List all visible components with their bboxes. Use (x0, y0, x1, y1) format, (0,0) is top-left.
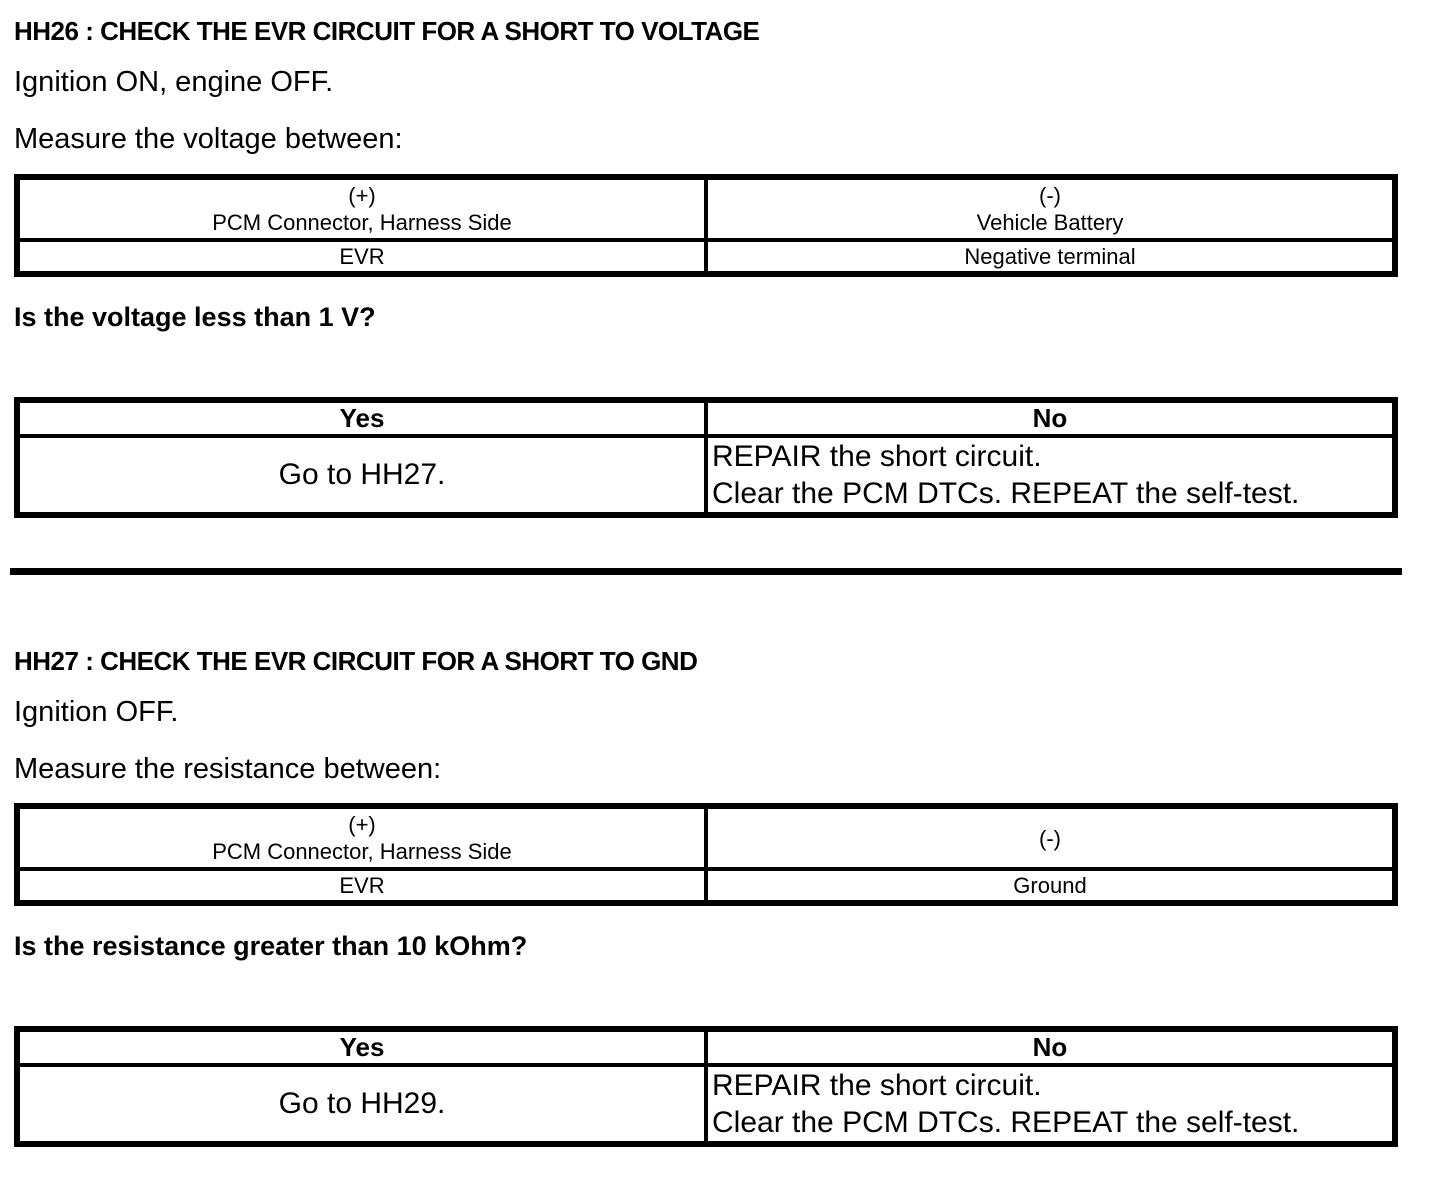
section-title: HH26 : CHECK THE EVR CIRCUIT FOR A SHORT TO VOLTAGE (14, 16, 760, 46)
measurement-value-row (17, 869, 1395, 903)
negative-polarity-label: (-) (1039, 825, 1061, 851)
negative-point-cell: Negative terminal (706, 240, 1395, 274)
test-question: Is the resistance greater than 10 kOhm? (14, 931, 528, 961)
positive-lead-header-cell (17, 177, 706, 240)
positive-lead-header-cell (17, 806, 706, 869)
positive-point-cell: EVR (17, 869, 706, 903)
no-action-cell (706, 436, 1395, 515)
decision-header-row (17, 1029, 1395, 1065)
measurement-value-row (17, 240, 1395, 274)
measurement-header-row (17, 177, 1395, 240)
no-action-line-2: Clear the PCM DTCs. REPEAT the self-test. (712, 477, 1300, 510)
negative-lead-header-cell (706, 806, 1395, 869)
negative-source-label: Vehicle Battery (976, 210, 1124, 235)
decision-action-row (17, 1065, 1395, 1144)
no-action-line-1: REPAIR the short circuit. (712, 440, 1042, 473)
positive-polarity-label: (+) (348, 812, 376, 837)
measurement-table (14, 174, 1398, 277)
positive-source-label: PCM Connector, Harness Side (212, 210, 512, 235)
section-title: HH27 : CHECK THE EVR CIRCUIT FOR A SHORT TO GND (14, 646, 698, 676)
decision-action-row (17, 436, 1395, 515)
positive-source-label: PCM Connector, Harness Side (212, 839, 512, 864)
positive-polarity-label: (+) (348, 183, 376, 208)
yes-header-cell: Yes (17, 400, 706, 436)
no-action-cell (706, 1065, 1395, 1144)
no-action-line-2: Clear the PCM DTCs. REPEAT the self-test. (712, 1106, 1300, 1139)
negative-lead-header-cell (706, 177, 1395, 240)
measurement-header-row (17, 806, 1395, 869)
instruction-ignition: Ignition ON, engine OFF. (14, 66, 334, 98)
test-question: Is the voltage less than 1 V? (14, 302, 376, 332)
section-hh26 (14, 16, 1402, 575)
decision-table (14, 397, 1398, 518)
measurement-table (14, 803, 1398, 906)
yes-action-cell: Go to HH29. (17, 1065, 706, 1144)
decision-header-row (17, 400, 1395, 436)
instruction-measure: Measure the resistance between: (14, 753, 442, 785)
negative-polarity-label: (-) (1039, 183, 1061, 208)
positive-point-cell: EVR (17, 240, 706, 274)
instruction-measure: Measure the voltage between: (14, 123, 403, 155)
section-hh27 (14, 646, 1402, 1192)
instruction-ignition: Ignition OFF. (14, 696, 179, 728)
no-action-line-1: REPAIR the short circuit. (712, 1069, 1042, 1102)
negative-point-cell: Ground (706, 869, 1395, 903)
yes-header-cell: Yes (17, 1029, 706, 1065)
section-divider (10, 568, 1402, 575)
no-header-cell: No (706, 400, 1395, 436)
no-header-cell: No (706, 1029, 1395, 1065)
yes-action-cell: Go to HH27. (17, 436, 706, 515)
decision-table (14, 1026, 1398, 1147)
